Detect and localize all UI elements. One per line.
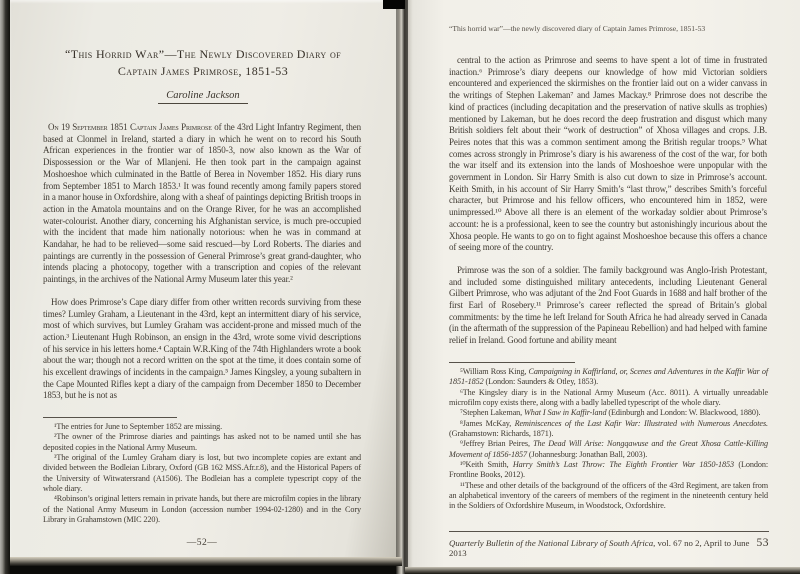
running-header: “This horrid war”—the newly discovered diary of Captain James Primrose, 1851-53 bbox=[449, 24, 706, 33]
article-title-line1: “This Horrid War”—The Newly Discovered Diary of bbox=[65, 47, 341, 61]
gutter-top-notch bbox=[383, 0, 405, 9]
footnote-separator bbox=[449, 362, 575, 363]
paragraph-4: Primrose was the son of a soldier. The family background was Anglo-Irish Protestant, and included some distinguished military antecedents, including Lieutenant General Gilbert Primrose, who was adjutant of the 2nd Foot Guards in 1688 and half brother of the first Earl of Rosebery.¹¹ Primrose’s career reflected the spread of Britain’s global commitments: by the time he left Ireland for South Africa he had already served in Canada (in the aftermath of the suppression of the Papineau Rebellion) and had helped with famine relief in Ireland. Good fortune and ability meant bbox=[449, 264, 767, 346]
left-page-body bbox=[43, 122, 361, 402]
article-title bbox=[40, 46, 366, 80]
scan-left-edge bbox=[0, 0, 10, 574]
footnote-1: ¹The entries for June to September 1852 are missing. bbox=[54, 422, 223, 431]
author-byline: Caroline Jackson bbox=[40, 90, 366, 104]
paragraph-2: How does Primrose’s Cape diary differ from other written records surviving from these times? Lumley Graham, a Lieutenant in the 43rd, kept an intermittent diary of his service, most of which survives, but Lumley Graham was accident-prone and missed much of the action.³ Lieutenant Hugh Robinson, an ensign in the 43rd, wrote some vivid descriptions of his service in his letters home.⁴ Captain W.R.King of the 74th Highlanders wrote a book about the war; though not a record written on the spot at the time, it does contain some of his excellent drawings of incidents in the campaign.⁵ James Kingsley, a young subaltern in the Cape Mounted Rifles kept a diary of the campaign from December 1850 to December 1853, but he is not as bbox=[43, 296, 361, 401]
page-edges-bottom-left bbox=[10, 557, 402, 566]
page-edges-bottom-right bbox=[405, 567, 800, 574]
page-number-53: 53 bbox=[756, 537, 769, 549]
right-page-body bbox=[449, 55, 767, 347]
left-page-footnotes bbox=[43, 417, 361, 525]
footnote-10: ¹⁰Keith Smith, Harry Smith’s Last Throw: The Eighth Frontier War 1850-1853 (London: Frontline Books, 2012). bbox=[449, 460, 768, 480]
footnote-3: ³The original of the Lumley Graham diary is lost, but two incomplete copies are extant and divided between the Bodleian Library, Oxford (GB 162 MSS.Afr.r.8), and the Historical Papers of the University of Witwatersrand (A1506). The Bodleian has a complete typescript copy of the whole diary. bbox=[43, 453, 361, 494]
footnote-7: ⁷Stephen Lakeman, What I Saw in Kaffir-land (Edinburgh and London: W. Blackwood, 1880). bbox=[460, 408, 761, 418]
footnote-6: ⁶The Kingsley diary is in the National Army Museum (Acc. 8011). A virtually unreadable microfilm copy exists there, along with a badly labelled typescript of the whole diary. bbox=[449, 387, 768, 408]
right-page-footnotes bbox=[449, 362, 768, 512]
book-gutter-seam bbox=[396, 0, 408, 574]
right-page bbox=[405, 0, 800, 567]
paragraph-1-smallcaps-lead: On 19 September 1851 Captain James Primrose bbox=[48, 122, 212, 132]
journal-footer bbox=[449, 531, 769, 558]
footnote-separator bbox=[43, 417, 177, 418]
footnote-4: ⁴Robinson’s original letters remain in private hands, but there are microfilm copies in the library of the National Army Museum in London (accession number 1994-02-1280) and in the Cory Library in Grahamstown (MIC 220). bbox=[43, 494, 361, 525]
article-title-line2: Captain James Primrose, 1851-53 bbox=[117, 64, 289, 78]
footnote-8: ⁸James McKay, Reminiscences of the Last Kafir War: Illustrated with Numerous Anecdotes. (Grahamstown: Richards, 1871). bbox=[449, 418, 768, 439]
paragraph-3: central to the action as Primrose and seems to have spent a lot of time in frustrated inaction.⁶ Primrose’s diary deepens our knowledge of how mid Victorian soldiers encountered and experienced the skirmishes on the frontier laid out on a wider canvass in the writings of Stephen Lakeman⁷ and James Mackay.⁸ Primrose does not describe the kind of practices (including decapitation and the preservation of native skulls as trophies) mentioned by Lakeman, but he does record the deep frustration and disgust which many British soldiers felt about their “work of destruction” of Xhosa villages and crops. J.B. Peires notes that this was a common sentiment among the British regular troops.⁹ What comes across strongly in Primrose’s diary is his awareness of the cost of the war, for both the war itself and its extension into the lands of Moshoeshoe were unpopular with the government in London. Sir Harry Smith is also cut down to size in Primrose’s account. Keith Smith, in his account of Sir Harry Smith’s “last throw,” describes Smith’s forceful character, but Primrose and his fellow officers, who encountered him in 1852, were unimpressed.¹⁰ Above all there is an element of the workaday soldier about Primrose’s account: he is a professional, keen to see the country but astonishingly incurious about the Xhosa people. He wants to go on to fight against Moshoeshoe because this offers a chance of seeing more of the country. bbox=[449, 55, 767, 253]
footnote-2: ²The owner of the Primrose diaries and paintings has asked not to be named until she has deposited copies in the National Army Museum. bbox=[43, 432, 361, 452]
left-page bbox=[10, 0, 402, 557]
footnote-9: ⁹Jeffrey Brian Peires, The Dead Will Arise: Nongqawuse and the Great Xhosa Cattle-Killing Movement of 1856-1857 (Johannesburg: Jonathan Ball, 2003). bbox=[449, 439, 769, 459]
footnote-11: ¹¹These and other details of the background of the officers of the 43rd Regiment, are taken from an alphabetical inventory of the careers of members of the regiment in the nineteenth century held in the Soldiers of Oxfordshire Museum, in Woodstock, Oxfordshire. bbox=[449, 480, 768, 511]
journal-footer-text: Quarterly Bulletin of the National Library of South Africa, vol. 67 no 2, April to June 2013 bbox=[449, 538, 750, 558]
page-number-52: —52— bbox=[186, 538, 218, 548]
footnote-5: ⁵William Ross King, Campaigning in Kaffirland, or, Scenes and Adventures in the Kaffir War of 1851-1852 (London: Saunders & Otley, 1853). bbox=[449, 367, 768, 387]
paragraph-1: On 19 September 1851 Captain James Primrose of the 43rd Light Infantry Regiment, then based at Clonmel in Ireland, started a diary in which he went on to record his South African experiences in the frontier war of 1850-3, now also known as the War of Dispossession or the War of Mlanjeni. He then took part in the campaign against Moshoeshoe which culminated in the Battle of Berea in November 1852. His diary runs from September 1851 to March 1853.¹ It was found recently among family papers stored in a manor house in Oxfordshire, along with a sheaf of paintings depicting British troops in action in the Amatola mountains and on the Orange River, for he was an accomplished water-colourist. Another diary, concerning his Afghanistan service, is much pre-occupied with the incident that made him nationally notorious: when he was in command at Kandahar, he had to be relieved—some said rescued—by Lord Roberts. The diaries and paintings are currently in the possession of General Primrose’s great grand-daughter, who intends placing a photocopy, together with a transcription and copies of the relevant paintings, in the archives of the National Army Museum later this year.² bbox=[43, 122, 361, 285]
